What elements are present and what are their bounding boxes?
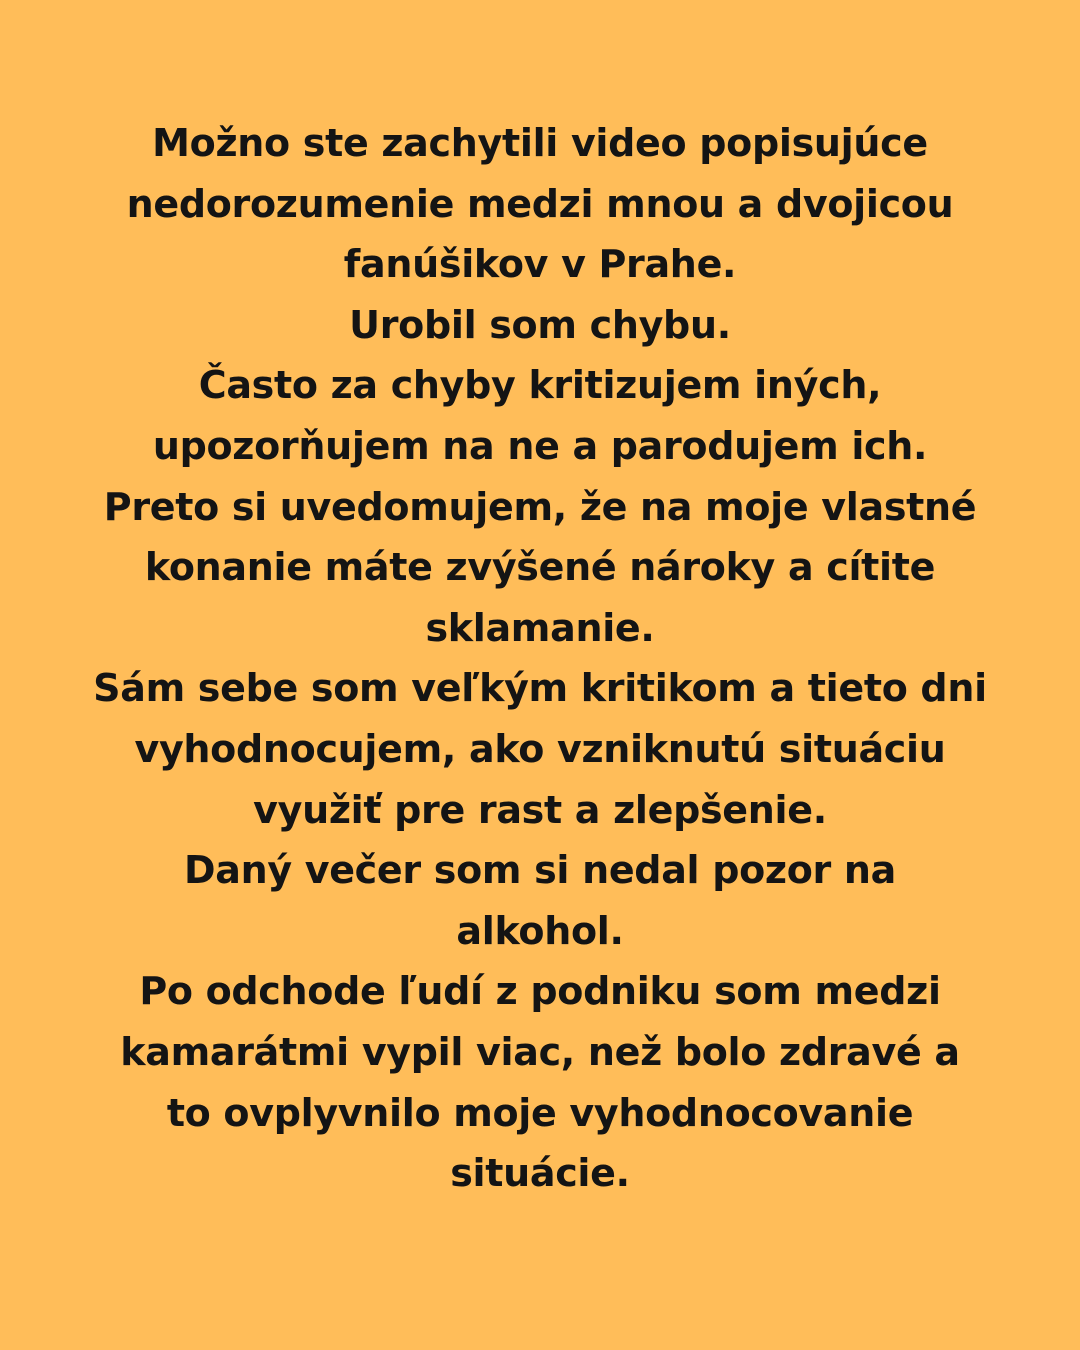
statement-line: sklamanie.	[425, 605, 655, 650]
statement-line: Daný večer som si nedal pozor na	[184, 848, 896, 893]
statement-line: využiť pre rast a zlepšenie.	[253, 787, 827, 832]
statement-line: Možno ste zachytili video popisujúce	[152, 121, 928, 165]
statement-line: fanúšikov v Prahe.	[343, 242, 737, 287]
statement-text	[40, 113, 1040, 1204]
statement-line: Urobil som chybu.	[349, 302, 731, 347]
statement-line: kamarátmi vypil viac, než bolo zdravé a	[120, 1029, 960, 1074]
statement-line: alkohol.	[456, 908, 624, 953]
statement-line: Často za chyby kritizujem iných,	[198, 363, 882, 408]
statement-line: upozorňujem na ne a parodujem ich.	[152, 423, 928, 468]
statement-line: nedorozumenie medzi mnou a dvojicou	[126, 181, 954, 226]
statement-line: vyhodnocujem, ako vzniknutú situáciu	[134, 726, 946, 771]
statement-line: Sám sebe som veľkým kritikom a tieto dni	[93, 666, 987, 711]
statement-line: konanie máte zvýšené nároky a cítite	[144, 545, 936, 590]
statement-line: situácie.	[450, 1151, 630, 1196]
statement-line: Preto si uvedomujem, že na moje vlastné	[103, 484, 977, 529]
statement-line: to ovplyvnilo moje vyhodnocovanie	[166, 1090, 914, 1135]
statement-line: Po odchode ľudí z podniku som medzi	[139, 969, 941, 1014]
